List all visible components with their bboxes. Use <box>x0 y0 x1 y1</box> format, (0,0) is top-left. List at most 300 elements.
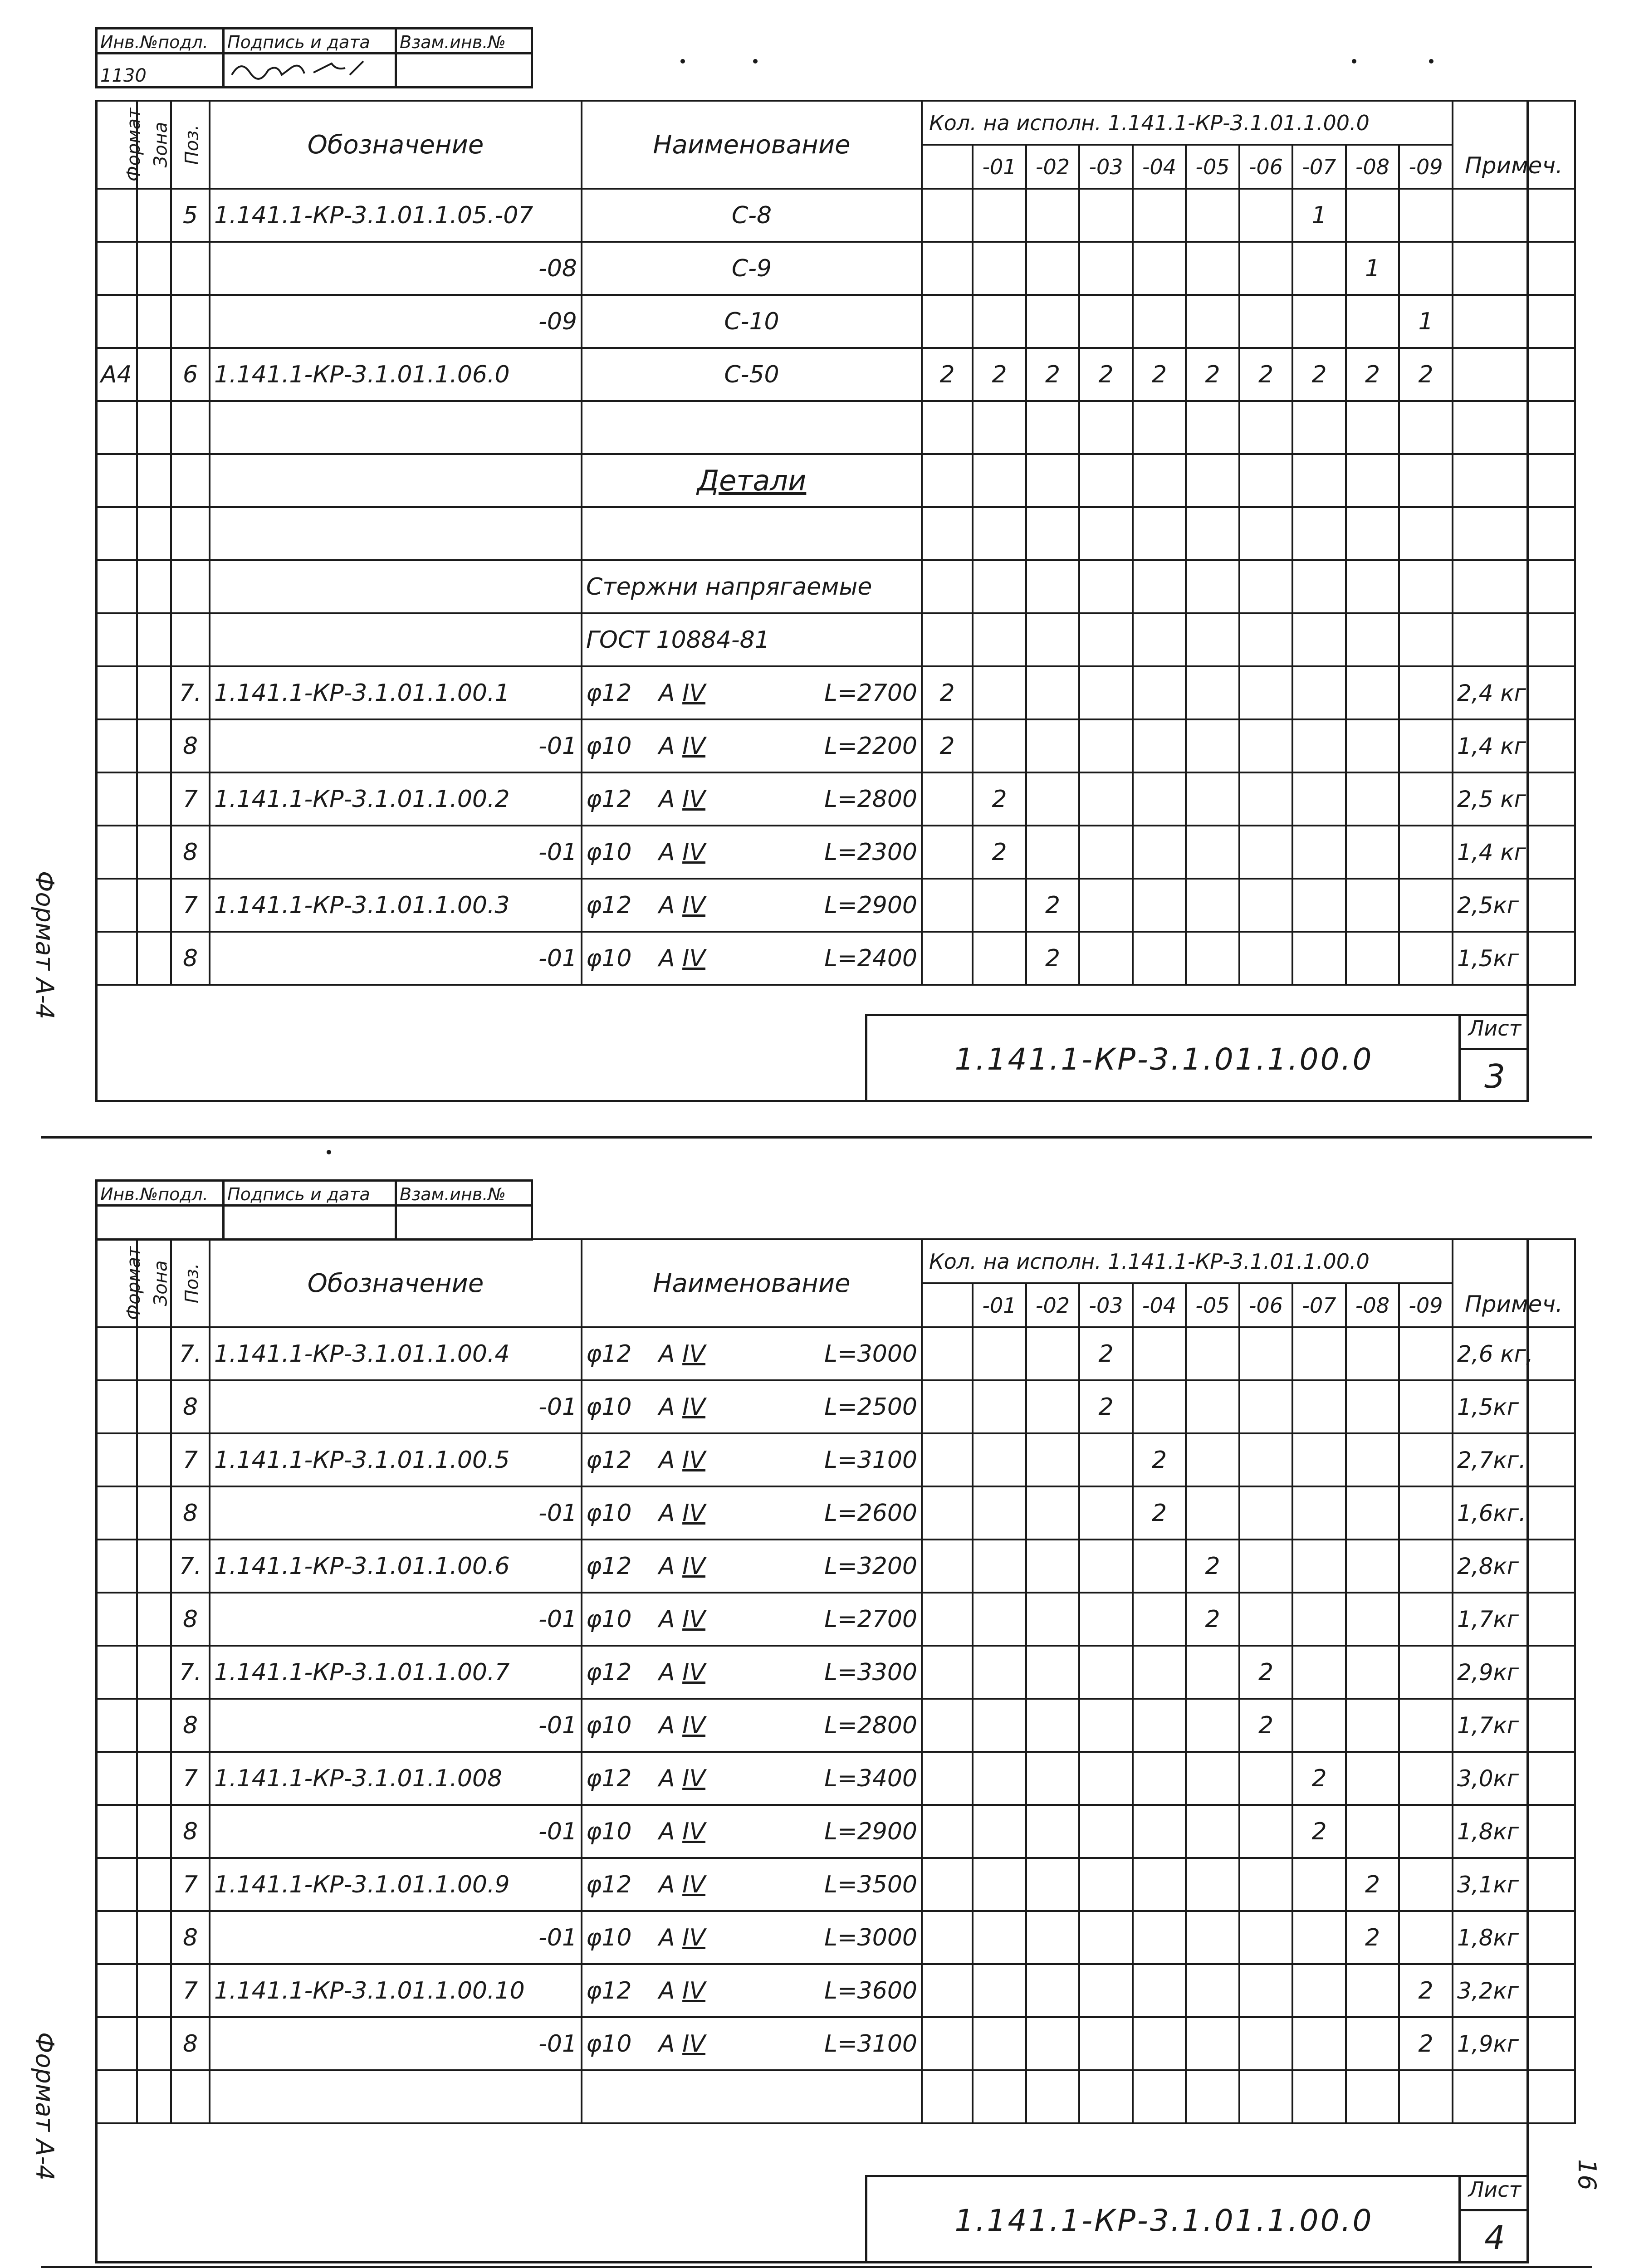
qty-cell: 2 <box>1133 348 1186 401</box>
steel-letter: А <box>659 1340 675 1368</box>
designation-cell <box>210 560 582 613</box>
qty-cell <box>922 401 973 454</box>
table-row <box>96 454 1575 507</box>
qty-cell: 2 <box>1026 879 1079 932</box>
steel-class-roman: IV <box>682 732 706 760</box>
qty-cell <box>1026 401 1079 454</box>
qty-cell <box>1399 401 1453 454</box>
designation-cell: -01 <box>210 1593 582 1646</box>
qty-cell <box>973 1699 1026 1752</box>
sheet-number: 4 <box>1484 2218 1505 2257</box>
qty-cell <box>922 2070 973 2123</box>
qty-cell: 2 <box>1292 1805 1346 1858</box>
qty-cell <box>1026 613 1079 666</box>
qty-cell <box>1292 2017 1346 2070</box>
qty-cell <box>1079 189 1133 242</box>
steel-letter: А <box>659 1711 675 1739</box>
format-cell <box>96 1433 137 1486</box>
designation-cell: -09 <box>210 295 582 348</box>
designation-cell <box>210 507 582 560</box>
qty-cell <box>1133 242 1186 295</box>
qty-cell <box>973 1540 1026 1593</box>
qty-cell <box>1079 1805 1133 1858</box>
position-cell: 8 <box>171 1380 210 1433</box>
qty-cell <box>1292 295 1346 348</box>
qty-cell <box>1292 1380 1346 1433</box>
sheet-number-box <box>1458 2177 1529 2263</box>
format-cell <box>96 1327 137 1380</box>
qty-cell: 2 <box>922 348 973 401</box>
table-row <box>96 189 1575 242</box>
title-block <box>865 1014 1529 1102</box>
table-row <box>96 826 1575 879</box>
zone-cell <box>137 454 171 507</box>
rebar-steel-class <box>659 1924 727 1951</box>
qty-cell <box>1346 1380 1399 1433</box>
qty-cell <box>1186 1433 1239 1486</box>
rebar-diameter: φ12 <box>586 1977 632 2004</box>
qty-cell <box>1026 1911 1079 1964</box>
qty-cell <box>1399 1327 1453 1380</box>
position-cell <box>171 401 210 454</box>
format-cell <box>96 613 137 666</box>
spec-rows <box>96 189 1575 985</box>
qty-cell: 2 <box>1186 1593 1239 1646</box>
qty-cell <box>1026 719 1079 772</box>
sheet-number: 3 <box>1484 1057 1505 1095</box>
qty-cell <box>1399 1486 1453 1540</box>
rebar-spec <box>586 1553 917 1580</box>
sheet-number-box <box>1458 1016 1529 1102</box>
table-row <box>96 1646 1575 1699</box>
rebar-length: L=3000 <box>824 1924 917 1951</box>
designation-cell: 1.141.1-КР-3.1.01.1.00.1 <box>210 666 582 719</box>
rebar-spec <box>586 1765 917 1792</box>
rebar-steel-class <box>659 1977 727 2004</box>
designation-cell: 1.141.1-КР-3.1.01.1.00.7 <box>210 1646 582 1699</box>
steel-letter: А <box>659 1552 675 1580</box>
qty-cell <box>1346 772 1399 826</box>
steel-letter: А <box>659 679 675 707</box>
qty-cell <box>1239 560 1292 613</box>
qty-cell <box>1239 613 1292 666</box>
steel-class-roman: IV <box>682 679 706 707</box>
format-cell <box>96 2017 137 2070</box>
col-exec-07: -07 <box>1292 1283 1346 1327</box>
steel-class-roman: IV <box>682 1924 706 1951</box>
qty-cell <box>1026 454 1079 507</box>
rebar-diameter: φ12 <box>586 1765 632 1792</box>
note-cell: 1,4 кг <box>1453 719 1575 772</box>
qty-cell <box>922 1699 973 1752</box>
zone-cell <box>137 932 171 985</box>
col-exec-06: -06 <box>1239 145 1292 189</box>
rebar-spec <box>586 679 917 707</box>
rebar-steel-class <box>659 1871 727 1898</box>
name-cell <box>582 1858 922 1911</box>
zone-cell <box>137 401 171 454</box>
qty-cell <box>922 1540 973 1593</box>
qty-cell <box>1346 1433 1399 1486</box>
sheet-label: Лист <box>1461 1016 1529 1050</box>
qty-cell <box>922 1858 973 1911</box>
rebar-diameter: φ10 <box>586 1393 632 1421</box>
qty-cell <box>1399 719 1453 772</box>
table-row <box>96 295 1575 348</box>
qty-cell <box>1079 295 1133 348</box>
stamp-inv-label: Инв.№подл. <box>97 29 224 54</box>
qty-cell <box>1079 1486 1133 1540</box>
name-cell <box>582 826 922 879</box>
qty-cell <box>1026 1540 1079 1593</box>
steel-letter: А <box>659 1765 675 1792</box>
qty-cell: 2 <box>1292 348 1346 401</box>
designation-cell <box>210 401 582 454</box>
qty-cell <box>1346 1486 1399 1540</box>
format-cell <box>96 1911 137 1964</box>
rebar-steel-class <box>659 1500 727 1527</box>
qty-cell: 2 <box>1399 1964 1453 2017</box>
stamp-replace-value <box>396 54 532 88</box>
qty-cell <box>1186 189 1239 242</box>
qty-cell <box>1346 1327 1399 1380</box>
position-cell: 5 <box>171 189 210 242</box>
col-exec-05: -05 <box>1186 145 1239 189</box>
designation-cell: -08 <box>210 242 582 295</box>
qty-cell <box>1346 507 1399 560</box>
note-cell <box>1453 507 1575 560</box>
qty-cell <box>922 1805 973 1858</box>
note-cell: 3,0кг <box>1453 1752 1575 1805</box>
qty-cell <box>1186 666 1239 719</box>
format-cell <box>96 2070 137 2123</box>
title-block <box>865 2175 1529 2263</box>
note-cell <box>1453 2070 1575 2123</box>
rebar-spec <box>586 1393 917 1421</box>
qty-cell <box>1239 1964 1292 2017</box>
qty-cell: 2 <box>973 348 1026 401</box>
position-cell <box>171 507 210 560</box>
qty-cell <box>973 1752 1026 1805</box>
qty-cell <box>922 454 973 507</box>
rebar-length: L=3400 <box>824 1765 917 1792</box>
designation-cell: -01 <box>210 2017 582 2070</box>
table-row <box>96 1540 1575 1593</box>
scan-speck <box>753 59 758 64</box>
qty-cell <box>1239 1486 1292 1540</box>
name-cell <box>582 719 922 772</box>
name-cell <box>582 1433 922 1486</box>
qty-cell <box>922 613 973 666</box>
table-row <box>96 507 1575 560</box>
qty-cell: 2 <box>1239 1699 1292 1752</box>
zone-cell <box>137 1911 171 1964</box>
col-qty-title: Кол. на исполн. 1.141.1-КР-3.1.01.1.00.0 <box>922 101 1453 145</box>
table-row <box>96 719 1575 772</box>
position-cell <box>171 560 210 613</box>
qty-cell <box>973 1805 1026 1858</box>
note-cell: 3,2кг <box>1453 1964 1575 2017</box>
col-qty-title: Кол. на исполн. 1.141.1-КР-3.1.01.1.00.0 <box>922 1239 1453 1283</box>
qty-cell <box>922 1433 973 1486</box>
qty-cell <box>922 1752 973 1805</box>
col-exec-01: -01 <box>973 145 1026 189</box>
position-cell: 7 <box>171 1858 210 1911</box>
qty-cell <box>1292 1699 1346 1752</box>
rebar-length: L=3100 <box>824 2030 917 2058</box>
qty-cell <box>1133 1911 1186 1964</box>
qty-cell <box>1292 772 1346 826</box>
qty-cell <box>1133 2017 1186 2070</box>
steel-letter: А <box>659 1393 675 1421</box>
note-cell: 2,7кг. <box>1453 1433 1575 1486</box>
col-format-header: Формат <box>96 1239 137 1327</box>
qty-cell <box>1133 613 1186 666</box>
qty-cell <box>1239 1540 1292 1593</box>
rebar-spec <box>586 1659 917 1686</box>
qty-cell <box>1026 1699 1079 1752</box>
qty-cell <box>1186 879 1239 932</box>
qty-cell <box>1399 1699 1453 1752</box>
col-name-header: Наименование <box>582 1239 922 1327</box>
qty-cell <box>1399 1805 1453 1858</box>
name-cell <box>582 1911 922 1964</box>
qty-cell: 2 <box>1079 348 1133 401</box>
qty-cell <box>1133 1805 1186 1858</box>
qty-cell <box>1346 1699 1399 1752</box>
rebar-length: L=2200 <box>824 732 917 760</box>
qty-cell <box>1239 454 1292 507</box>
stamp-inv-label: Инв.№подл. <box>97 1181 224 1206</box>
qty-cell <box>1346 719 1399 772</box>
note-cell: 1,7кг <box>1453 1593 1575 1646</box>
rebar-steel-class <box>659 679 727 707</box>
rebar-length: L=3300 <box>824 1658 917 1686</box>
rebar-spec <box>586 1818 917 1845</box>
zone-cell <box>137 1433 171 1486</box>
qty-cell: 2 <box>1346 1858 1399 1911</box>
table-row <box>96 1752 1575 1805</box>
scan-speck <box>1429 59 1433 64</box>
scan-speck <box>1352 59 1356 64</box>
qty-cell <box>1133 1858 1186 1911</box>
qty-cell <box>1186 1327 1239 1380</box>
designation-cell: -01 <box>210 826 582 879</box>
zone-cell <box>137 2017 171 2070</box>
name-cell: Детали <box>582 454 922 507</box>
table-row <box>96 1911 1575 1964</box>
qty-cell <box>1186 772 1239 826</box>
name-cell <box>582 2017 922 2070</box>
qty-cell <box>1026 772 1079 826</box>
qty-cell: 2 <box>1186 1540 1239 1593</box>
col-name-header: Наименование <box>582 101 922 189</box>
qty-cell: 2 <box>973 826 1026 879</box>
steel-class-roman: IV <box>682 1393 706 1421</box>
scan-speck <box>327 1150 331 1154</box>
zone-cell <box>137 507 171 560</box>
format-cell <box>96 719 137 772</box>
format-cell <box>96 932 137 985</box>
qty-cell <box>1186 507 1239 560</box>
designation-cell: 1.141.1-КР-3.1.01.1.00.2 <box>210 772 582 826</box>
note-cell <box>1453 242 1575 295</box>
qty-cell <box>922 1593 973 1646</box>
rebar-steel-class <box>659 892 727 919</box>
qty-cell <box>973 2070 1026 2123</box>
zone-cell <box>137 242 171 295</box>
qty-cell <box>1239 1752 1292 1805</box>
format-cell: А4 <box>96 348 137 401</box>
rebar-diameter: φ10 <box>586 2030 632 2058</box>
qty-cell <box>1133 1540 1186 1593</box>
qty-cell <box>1186 401 1239 454</box>
qty-cell <box>973 242 1026 295</box>
qty-cell <box>1186 1486 1239 1540</box>
name-cell <box>582 1540 922 1593</box>
steel-letter: А <box>659 891 675 919</box>
steel-letter: А <box>659 1924 675 1951</box>
note-cell: 1,5кг <box>1453 1380 1575 1433</box>
rebar-spec <box>586 1340 917 1368</box>
col-exec-09: -09 <box>1399 1283 1453 1327</box>
stamp-sign-label: Подпись и дата <box>224 1181 396 1206</box>
table-row <box>96 613 1575 666</box>
qty-cell <box>1186 1380 1239 1433</box>
format-cell <box>96 1380 137 1433</box>
qty-cell <box>1399 666 1453 719</box>
zone-cell <box>137 1858 171 1911</box>
position-cell: 6 <box>171 348 210 401</box>
format-cell <box>96 1646 137 1699</box>
scan-speck <box>680 59 685 64</box>
steel-letter: А <box>659 1818 675 1845</box>
steel-class-roman: IV <box>682 1340 706 1368</box>
qty-cell <box>922 2017 973 2070</box>
rebar-length: L=2700 <box>824 679 917 707</box>
zone-cell <box>137 1486 171 1540</box>
col-pos-header: Поз. <box>171 101 210 189</box>
col-exec-02: -02 <box>1026 1283 1079 1327</box>
rebar-length: L=3000 <box>824 1340 917 1368</box>
qty-cell <box>1399 454 1453 507</box>
rebar-spec <box>586 839 917 866</box>
name-cell: Стержни напрягаемые <box>582 560 922 613</box>
note-cell: 2,5 кг <box>1453 772 1575 826</box>
qty-cell <box>1292 1486 1346 1540</box>
qty-cell <box>1239 1380 1292 1433</box>
spec-sheet-4 <box>95 1179 1563 2263</box>
rebar-steel-class <box>659 1393 727 1421</box>
col-exec-06: -06 <box>1239 1283 1292 1327</box>
qty-cell <box>973 666 1026 719</box>
col-exec-07: -07 <box>1292 145 1346 189</box>
note-cell <box>1453 189 1575 242</box>
table-row <box>96 879 1575 932</box>
name-cell: ГОСТ 10884-81 <box>582 613 922 666</box>
position-cell: 7 <box>171 772 210 826</box>
note-cell: 1,4 кг <box>1453 826 1575 879</box>
qty-cell <box>973 295 1026 348</box>
qty-cell <box>1292 1327 1346 1380</box>
qty-cell <box>973 932 1026 985</box>
document-code: 1.141.1-КР-3.1.01.1.00.0 <box>954 1041 1374 1077</box>
name-cell <box>582 1380 922 1433</box>
qty-cell <box>1239 242 1292 295</box>
table-row <box>96 348 1575 401</box>
format-cell <box>96 454 137 507</box>
qty-cell <box>1399 1858 1453 1911</box>
qty-cell <box>1292 1646 1346 1699</box>
steel-class-roman: IV <box>682 944 706 972</box>
qty-cell <box>922 1486 973 1540</box>
qty-cell <box>922 1646 973 1699</box>
format-cell <box>96 826 137 879</box>
zone-cell <box>137 666 171 719</box>
note-cell: 3,1кг <box>1453 1858 1575 1911</box>
rebar-spec <box>586 945 917 972</box>
format-cell <box>96 560 137 613</box>
rebar-diameter: φ10 <box>586 1605 632 1633</box>
name-cell <box>582 1964 922 2017</box>
qty-cell: 1 <box>1292 189 1346 242</box>
rebar-diameter: φ12 <box>586 679 632 707</box>
name-cell <box>582 1593 922 1646</box>
format-cell <box>96 507 137 560</box>
qty-cell <box>1133 1646 1186 1699</box>
qty-cell <box>973 1380 1026 1433</box>
qty-cell: 2 <box>1239 348 1292 401</box>
rebar-diameter: φ12 <box>586 1658 632 1686</box>
steel-letter: А <box>659 1658 675 1686</box>
qty-cell <box>973 1858 1026 1911</box>
qty-cell <box>1079 932 1133 985</box>
qty-cell <box>1399 1433 1453 1486</box>
rebar-length: L=3500 <box>824 1871 917 1898</box>
position-cell: 7. <box>171 1327 210 1380</box>
rebar-steel-class <box>659 1818 727 1845</box>
qty-cell <box>973 189 1026 242</box>
qty-cell <box>1239 772 1292 826</box>
qty-cell <box>1079 826 1133 879</box>
qty-cell <box>1346 826 1399 879</box>
note-cell: 1,5кг <box>1453 932 1575 985</box>
position-cell: 8 <box>171 2017 210 2070</box>
position-cell: 7 <box>171 1433 210 1486</box>
stamp-inv-value: 1130 <box>97 54 224 88</box>
qty-cell <box>1292 932 1346 985</box>
qty-cell <box>1079 454 1133 507</box>
steel-class-roman: IV <box>682 1552 706 1580</box>
qty-cell <box>1079 401 1133 454</box>
qty-cell <box>973 1433 1026 1486</box>
rebar-diameter: φ10 <box>586 1818 632 1845</box>
qty-cell <box>1399 1540 1453 1593</box>
format-cell <box>96 401 137 454</box>
qty-cell <box>1292 1858 1346 1911</box>
zone-cell <box>137 879 171 932</box>
qty-cell <box>1133 772 1186 826</box>
qty-cell: 2 <box>922 666 973 719</box>
qty-cell <box>922 826 973 879</box>
format-side-label: Формат А-4 <box>30 2032 59 2181</box>
specification-table <box>95 100 1576 986</box>
qty-cell <box>1186 560 1239 613</box>
format-cell <box>96 189 137 242</box>
col-exec-09: -09 <box>1399 145 1453 189</box>
col-exec-base <box>922 145 973 189</box>
qty-cell <box>1079 507 1133 560</box>
